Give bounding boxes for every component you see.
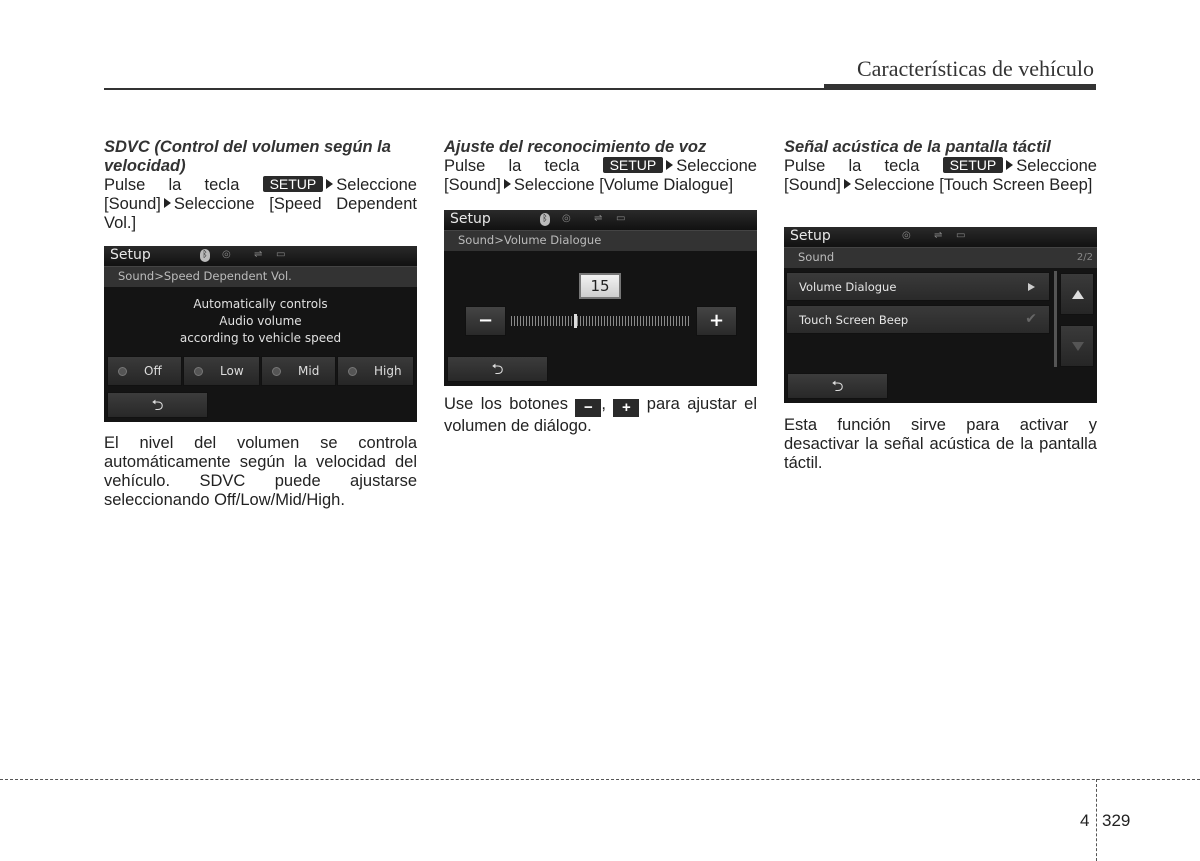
usb-icon: ⇌ (254, 249, 263, 260)
list-item-volume-dialogue[interactable]: Volume Dialogue (786, 272, 1050, 301)
screen-sound-list (784, 227, 1097, 403)
option-high-button[interactable]: High (337, 356, 414, 386)
screen-subtitle: Sound>Speed Dependent Vol. (118, 269, 292, 283)
arrow-right-icon (504, 179, 511, 189)
back-button[interactable]: ⮌ (447, 356, 548, 382)
radio-dot-icon (272, 367, 281, 376)
option-mid-button[interactable]: Mid (261, 356, 336, 386)
battery-icon: ▭ (616, 213, 626, 224)
column-sdvc (104, 138, 417, 233)
instruction-text (784, 157, 1097, 195)
column-voice (444, 138, 757, 195)
screen-sdvc (104, 246, 417, 422)
list-item-touch-screen-beep[interactable]: Touch Screen Beep ✔ (786, 305, 1050, 334)
radio-dot-icon (118, 367, 127, 376)
screen-titlebar (784, 227, 1097, 247)
arrow-down-icon (1072, 342, 1084, 351)
option-low-button[interactable]: Low (183, 356, 260, 386)
plus-button-icon: + (613, 399, 639, 417)
scroll-down-button[interactable] (1060, 325, 1094, 367)
chevron-right-icon (1028, 283, 1035, 291)
back-button[interactable]: ⮌ (107, 392, 208, 418)
section-title: SDVC (Control del volumen según la velocidad) (104, 138, 391, 175)
screen-title: Setup (110, 247, 151, 263)
back-button[interactable]: ⮌ (787, 373, 888, 399)
screen-subtitle: Sound>Volume Dialogue (458, 233, 602, 247)
bluetooth-icon: ᛒ (200, 249, 210, 262)
screen-subtitle-bar (784, 247, 1097, 268)
sdvc-message-line-2: Audio volume (219, 314, 302, 328)
disc-icon: ◎ (902, 230, 911, 241)
arrow-up-icon (1072, 290, 1084, 299)
arrow-right-icon (164, 198, 171, 208)
screen-subtitle-bar (444, 230, 757, 251)
disc-icon: ◎ (222, 249, 231, 260)
sdvc-message-line-3: according to vehicle speed (179, 331, 342, 345)
instruction-pre: Pulse la tecla (104, 176, 240, 194)
usb-icon: ⇌ (594, 213, 603, 224)
screen-subtitle-bar (104, 266, 417, 287)
arrow-right-icon (1006, 160, 1013, 170)
arrow-right-icon (844, 179, 851, 189)
minus-button-icon: − (575, 399, 601, 417)
volume-value-display: 15 (579, 273, 621, 299)
touch-beep-description: Esta función sirve para activar y desactivar la señal acústica de la pantalla táctil. (784, 416, 1097, 472)
bluetooth-icon: ᛒ (540, 213, 550, 226)
battery-icon: ▭ (276, 249, 286, 260)
column-touch-beep-description (784, 416, 1097, 473)
volume-plus-button[interactable]: + (696, 306, 737, 336)
setup-key-badge: SETUP (943, 157, 1004, 173)
section-title: Señal acústica de la pantalla táctil (784, 138, 1051, 156)
checkmark-icon: ✔ (1025, 311, 1037, 327)
chapter-number: 4 (1080, 811, 1090, 830)
instruction-text (104, 176, 417, 233)
usb-icon: ⇌ (934, 230, 943, 241)
volume-slider[interactable] (511, 316, 691, 326)
instruction-step-b: Seleccione [Touch Screen Beep] (853, 176, 1093, 194)
scroll-up-button[interactable] (1060, 273, 1094, 315)
page-header-title: Características de vehículo (856, 56, 1094, 81)
instruction-pre: Pulse la tecla (784, 157, 920, 175)
scrollbar[interactable] (1054, 271, 1057, 367)
volume-minus-button[interactable]: − (465, 306, 506, 336)
instruction-text (444, 157, 757, 195)
instruction-step-b: Seleccione [Speed Dependent Vol.] (104, 195, 417, 232)
column-sdvc-description (104, 434, 417, 510)
volume-slider-knob[interactable] (574, 314, 577, 328)
footer-rule (0, 779, 1200, 780)
screen-volume-dialogue (444, 210, 757, 386)
screen-title: Setup (790, 228, 831, 244)
sdvc-message-line-1: Automatically controls (193, 297, 328, 311)
screen-titlebar (444, 210, 757, 230)
instruction-step-a: Seleccione [Sound] (104, 176, 417, 213)
instruction-step-a: Seleccione [Sound] (784, 157, 1097, 194)
column-touch-beep (784, 138, 1097, 195)
voice-description: Use los botones − , + para ajustar el volumen de diálogo. (444, 395, 757, 435)
screen-titlebar (104, 246, 417, 266)
screen-title: Setup (450, 211, 491, 227)
column-voice-description (444, 395, 757, 436)
page-number: 329 (1102, 811, 1131, 830)
disc-icon: ◎ (562, 213, 571, 224)
section-title: Ajuste del reconocimiento de voz (444, 138, 707, 156)
instruction-pre: Pulse la tecla (444, 157, 580, 175)
page-indicator: 2/2 (1076, 252, 1093, 263)
instruction-step-a: Seleccione [Sound] (444, 157, 757, 194)
radio-dot-icon (348, 367, 357, 376)
arrow-right-icon (326, 179, 333, 189)
battery-icon: ▭ (956, 230, 966, 241)
screen-subtitle: Sound (798, 250, 835, 264)
header-rule-accent (824, 84, 1096, 90)
setup-key-badge: SETUP (263, 176, 324, 192)
instruction-step-b: Seleccione [Volume Dialogue] (513, 176, 734, 194)
option-off-button[interactable]: Off (107, 356, 182, 386)
radio-dot-icon (194, 367, 203, 376)
arrow-right-icon (666, 160, 673, 170)
footer-divider (1096, 779, 1097, 861)
setup-key-badge: SETUP (603, 157, 664, 173)
sdvc-description: El nivel del volumen se controla automáticamente según la velocidad del vehículo. SDVC puede ajustarse seleccionando Off/Low/Mid/High. (104, 434, 417, 509)
